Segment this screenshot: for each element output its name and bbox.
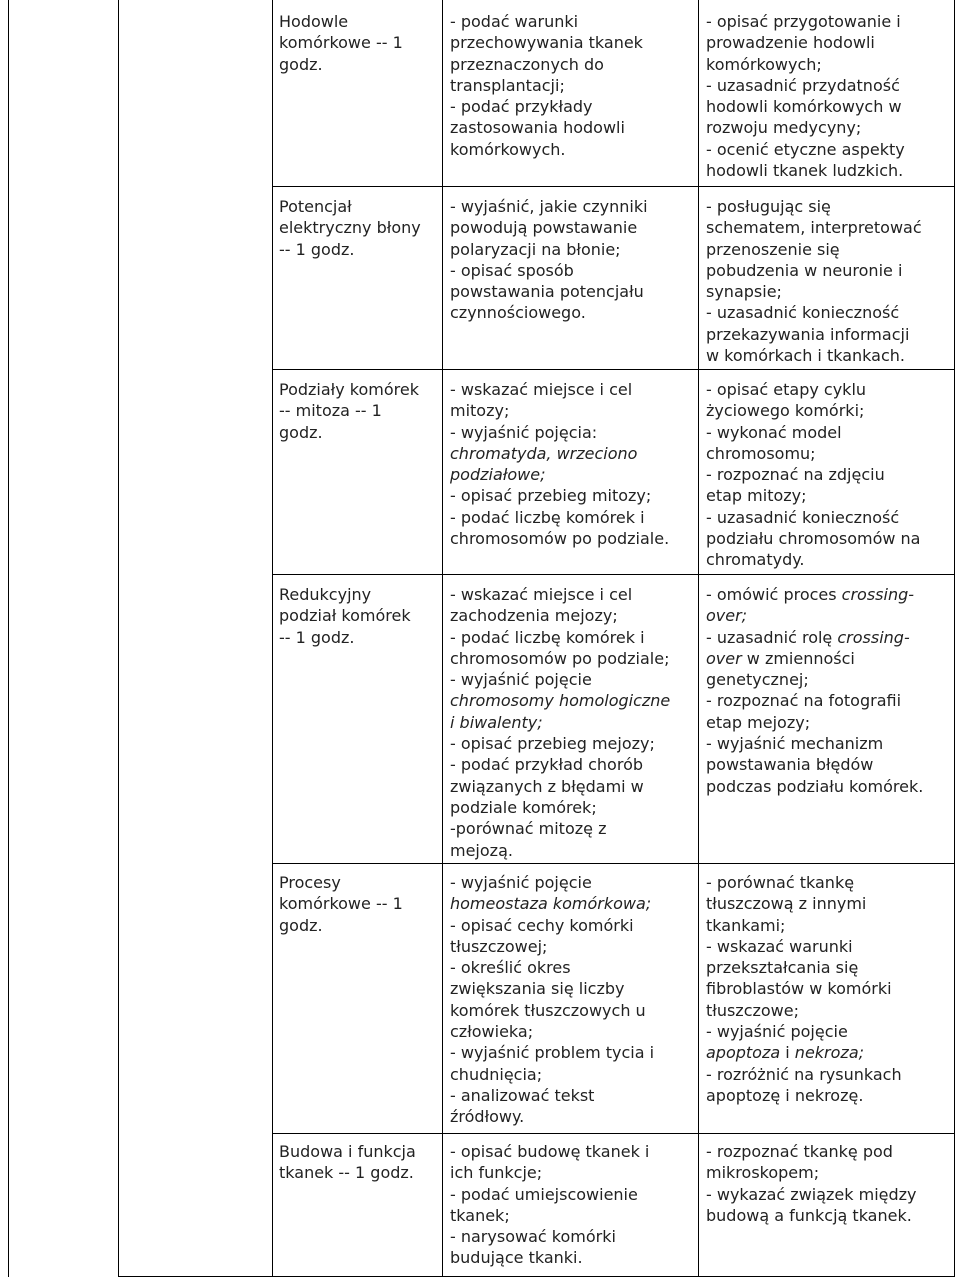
text-segment: tkankami; [706, 915, 786, 935]
text-segment: przekształcania się [706, 958, 859, 978]
text-segment: komórkowych; [706, 54, 822, 74]
text-segment: - rozpoznać na fotografii [706, 691, 902, 711]
requirement-line [706, 507, 951, 528]
text-segment: - wyjaśnić, jakie czynniki [450, 197, 648, 216]
requirement-line [450, 776, 695, 797]
topic-line: Potencjał [279, 197, 352, 216]
text-segment: - uzasadnić przydatność [706, 75, 900, 95]
requirement-line [450, 443, 695, 464]
term-italic: over [706, 648, 742, 668]
topic-line: Budowa i funkcja [279, 1142, 416, 1161]
text-segment: - wyjaśnić pojęcia: [450, 422, 598, 442]
requirement-line [706, 549, 951, 570]
requirement-line [706, 754, 951, 775]
requirement-line [706, 1205, 951, 1226]
text-segment: mejozą. [450, 840, 513, 860]
text-segment: - podać warunki [450, 12, 579, 31]
text-segment: - posługując się [706, 197, 831, 216]
requirement-line [706, 464, 951, 485]
requirement-line [706, 627, 951, 648]
text-segment: podziału chromosomów na [706, 529, 921, 549]
row-divider [272, 863, 954, 864]
requirement-line [450, 217, 695, 238]
requirement-line [450, 936, 695, 957]
requirement-line [450, 485, 695, 506]
requirement-line [450, 584, 695, 605]
extended-requirements-cell [706, 379, 951, 571]
extended-requirements-cell [706, 584, 951, 797]
requirement-line [450, 1042, 695, 1063]
requirement-line [706, 160, 951, 181]
text-segment: transplantacji; [450, 75, 565, 95]
text-segment: tłuszczowe; [706, 1000, 799, 1020]
text-segment: synapsie; [706, 282, 782, 302]
requirement-line [450, 422, 695, 443]
text-segment: - opisać budowę tkanek i [450, 1142, 650, 1161]
text-segment: pobudzenia w neuronie i [706, 260, 903, 280]
requirement-line [450, 648, 695, 669]
requirement-line [450, 605, 695, 626]
requirement-line [450, 818, 695, 839]
requirement-line [450, 1184, 695, 1205]
text-segment: - wskazać miejsce i cel [450, 380, 633, 399]
requirement-line [706, 324, 951, 345]
topic-cell [279, 1141, 439, 1184]
requirement-line [450, 893, 695, 914]
requirement-line [706, 893, 951, 914]
requirement-line [706, 669, 951, 690]
text-segment: chromatydy. [706, 550, 805, 570]
requirement-line [706, 528, 951, 549]
text-segment: fibroblastów w komórki [706, 979, 892, 999]
text-segment: budujące tkanki. [450, 1248, 583, 1268]
text-segment: - podać przykłady [450, 97, 593, 117]
requirement-line [706, 379, 951, 400]
text-segment: - uzasadnić rolę [706, 627, 838, 647]
topic-line: godz. [279, 54, 323, 74]
topic-line: komórkowe -- 1 [279, 33, 403, 53]
topic-cell [279, 584, 439, 648]
requirement-line [450, 139, 695, 160]
requirement-line [450, 754, 695, 775]
text-segment: zachodzenia mejozy; [450, 606, 618, 626]
text-segment: przechowywania tkanek [450, 33, 643, 53]
requirement-line [706, 584, 951, 605]
text-segment: - porównać tkankę [706, 873, 855, 892]
text-segment: - określić okres [450, 958, 571, 978]
text-segment: prowadzenie hodowli [706, 33, 875, 53]
basic-requirements-cell [450, 872, 695, 1128]
requirement-line [706, 11, 951, 32]
topic-cell [279, 196, 439, 260]
requirement-line [706, 690, 951, 711]
text-segment: hodowli komórkowych w [706, 97, 902, 117]
requirement-line [706, 54, 951, 75]
text-segment: w komórkach i tkankach. [706, 346, 905, 366]
requirement-line [450, 690, 695, 711]
requirement-line [450, 1162, 695, 1183]
topic-cell [279, 379, 439, 443]
requirement-line [450, 302, 695, 323]
requirement-line [450, 400, 695, 421]
requirement-line [450, 117, 695, 138]
text-segment: budową a funkcją tkanek. [706, 1205, 912, 1225]
text-segment: życiowego komórki; [706, 401, 865, 421]
row-divider [272, 186, 954, 187]
requirement-line [450, 627, 695, 648]
topic-line: podział komórek [279, 606, 411, 626]
requirement-line [450, 54, 695, 75]
text-segment: - wyjaśnić problem tycia i [450, 1043, 655, 1063]
text-segment: mitozy; [450, 401, 510, 421]
text-segment: powodują powstawanie [450, 218, 638, 238]
requirement-line [706, 648, 951, 669]
table-border-right [954, 0, 955, 1277]
basic-requirements-cell [450, 1141, 695, 1269]
text-segment: schematem, interpretować [706, 218, 922, 238]
requirement-line [450, 872, 695, 893]
text-segment: - wykazać związek między [706, 1184, 917, 1204]
topic-cell [279, 872, 439, 936]
term-italic: i biwalenty; [450, 712, 543, 732]
text-segment: związanych z błędami w [450, 776, 644, 796]
text-segment: zwiększania się liczby [450, 979, 625, 999]
topic-line: elektryczny błony [279, 218, 421, 238]
requirement-line [706, 1000, 951, 1021]
text-segment: człowieka; [450, 1022, 534, 1042]
text-segment: chudnięcia; [450, 1064, 543, 1084]
requirement-line [706, 217, 951, 238]
text-segment: - wyjaśnić pojęcie [450, 873, 592, 892]
requirement-line [706, 302, 951, 323]
extended-requirements-cell [706, 196, 951, 366]
text-segment: i [780, 1043, 795, 1063]
basic-requirements-cell [450, 11, 695, 160]
requirement-line [450, 528, 695, 549]
text-segment: tkanek; [450, 1205, 510, 1225]
text-segment: - opisać cechy komórki [450, 915, 634, 935]
text-segment: w zmienności [741, 648, 855, 668]
topic-line: Redukcyjny [279, 585, 372, 604]
text-segment: - wskazać miejsce i cel [450, 585, 633, 604]
text-segment: - opisać przebieg mejozy; [450, 734, 655, 754]
text-segment: - rozpoznać na zdjęciu [706, 465, 885, 485]
text-segment: - rozróżnić na rysunkach [706, 1064, 902, 1084]
basic-requirements-cell [450, 196, 695, 324]
requirement-line [706, 712, 951, 733]
table-border-left [8, 0, 9, 1277]
text-segment: podziale komórek; [450, 797, 597, 817]
requirement-line [450, 733, 695, 754]
requirement-line [706, 978, 951, 999]
requirement-line [450, 1226, 695, 1247]
requirement-line [706, 776, 951, 797]
table-column-divider [698, 0, 699, 1277]
text-segment: przeznaczonych do [450, 54, 604, 74]
text-segment: etap mejozy; [706, 712, 811, 732]
extended-requirements-cell [706, 1141, 951, 1226]
text-segment: chromosomów po podziale; [450, 648, 670, 668]
requirement-line [450, 1064, 695, 1085]
text-segment: powstawania błędów [706, 755, 874, 775]
topic-line: tkanek -- 1 godz. [279, 1163, 414, 1183]
requirement-line [450, 32, 695, 53]
text-segment: - podać liczbę komórek i [450, 507, 645, 527]
requirement-line [450, 797, 695, 818]
topic-cell [279, 11, 439, 75]
text-segment: - opisać przebieg mitozy; [450, 486, 652, 506]
requirement-line [450, 239, 695, 260]
requirement-line [450, 915, 695, 936]
requirement-line [450, 712, 695, 733]
requirement-line [706, 1042, 951, 1063]
term-italic: chromatyda, wrzeciono [450, 443, 638, 463]
text-segment: - opisać sposób [450, 260, 574, 280]
requirement-line [706, 260, 951, 281]
requirement-line [450, 260, 695, 281]
text-segment: hodowli tkanek ludzkich. [706, 161, 904, 181]
text-segment: chromosomu; [706, 443, 816, 463]
basic-requirements-cell [450, 379, 695, 549]
term-italic: chromosomy homologiczne [450, 691, 671, 711]
requirement-line [706, 605, 951, 626]
text-segment: - wykonać model [706, 422, 842, 442]
requirement-line [706, 1184, 951, 1205]
requirement-line [706, 196, 951, 217]
text-segment: przekazywania informacji [706, 324, 910, 344]
text-segment: komórkowych. [450, 139, 566, 159]
text-segment: podczas podziału komórek. [706, 776, 924, 796]
requirement-line [706, 485, 951, 506]
requirement-line [706, 1064, 951, 1085]
topic-line: godz. [279, 915, 323, 935]
term-italic: apoptoza [706, 1043, 781, 1063]
text-segment: - analizować tekst [450, 1085, 595, 1105]
text-segment: zastosowania hodowli [450, 118, 625, 138]
topic-line: Podziały komórek [279, 380, 419, 399]
requirement-line [450, 978, 695, 999]
text-segment: - rozpoznać tkankę pod [706, 1142, 893, 1161]
text-segment: - podać przykład chorób [450, 755, 644, 775]
text-segment: polaryzacji na błonie; [450, 239, 621, 259]
text-segment: źródłowy. [450, 1107, 525, 1127]
topic-line: -- 1 godz. [279, 627, 355, 647]
requirement-line [450, 1141, 695, 1162]
requirement-line [450, 957, 695, 978]
requirement-line [450, 507, 695, 528]
requirement-line [706, 75, 951, 96]
table-column-divider [442, 0, 443, 1277]
requirement-line [450, 1247, 695, 1268]
text-segment: mikroskopem; [706, 1163, 820, 1183]
text-segment: komórek tłuszczowych u [450, 1000, 646, 1020]
requirement-line [450, 96, 695, 117]
basic-requirements-cell [450, 584, 695, 861]
extended-requirements-cell [706, 11, 951, 181]
requirement-line [706, 915, 951, 936]
topic-line: godz. [279, 422, 323, 442]
text-segment: etap mitozy; [706, 486, 807, 506]
extended-requirements-cell [706, 872, 951, 1106]
requirement-line [706, 281, 951, 302]
requirement-line [450, 1205, 695, 1226]
term-italic: nekroza; [794, 1043, 865, 1063]
text-segment: -porównać mitozę z [450, 819, 607, 839]
requirement-line [706, 117, 951, 138]
topic-line: -- 1 godz. [279, 239, 355, 259]
requirement-line [706, 32, 951, 53]
requirement-line [706, 733, 951, 754]
requirement-line [706, 1085, 951, 1106]
requirement-line [450, 1021, 695, 1042]
text-segment: tłuszczową z innymi [706, 894, 867, 914]
text-segment: - omówić proces [706, 585, 842, 604]
requirement-line [706, 139, 951, 160]
requirement-line [450, 840, 695, 861]
text-segment: - uzasadnić konieczność [706, 303, 900, 323]
term-italic: crossing- [841, 585, 915, 604]
text-segment: - uzasadnić konieczność [706, 507, 900, 527]
row-divider [272, 1133, 954, 1134]
text-segment: - podać liczbę komórek i [450, 627, 645, 647]
text-segment: powstawania potencjału [450, 282, 644, 302]
term-italic: homeostaza komórkowa; [450, 894, 652, 914]
requirement-line [450, 379, 695, 400]
requirement-line [706, 1021, 951, 1042]
text-segment: apoptozę i nekrozę. [706, 1085, 864, 1105]
text-segment: - wskazać warunki [706, 936, 853, 956]
table-column-divider [118, 0, 119, 1277]
requirement-line [450, 464, 695, 485]
topic-line: Procesy [279, 873, 341, 892]
text-segment: czynnościowego. [450, 303, 586, 323]
text-segment: rozwoju medycyny; [706, 118, 862, 138]
requirement-line [706, 345, 951, 366]
text-segment: - wyjaśnić pojęcie [706, 1022, 848, 1042]
requirement-line [706, 1162, 951, 1183]
row-divider [272, 369, 954, 370]
requirement-line [706, 96, 951, 117]
text-segment: genetycznej; [706, 670, 809, 690]
text-segment: przenoszenie się [706, 239, 840, 259]
term-italic: over; [706, 606, 748, 626]
requirement-line [706, 443, 951, 464]
topic-line: Hodowle [279, 12, 349, 31]
requirement-line [706, 872, 951, 893]
text-segment: - wyjaśnić pojęcie [450, 670, 592, 690]
requirement-line [450, 11, 695, 32]
text-segment: ich funkcje; [450, 1163, 543, 1183]
term-italic: podziałowe; [450, 465, 546, 485]
requirement-line [706, 239, 951, 260]
requirement-line [450, 1106, 695, 1127]
requirement-line [450, 1000, 695, 1021]
term-italic: crossing- [837, 627, 910, 647]
text-segment: - podać umiejscowienie [450, 1184, 638, 1204]
topic-line: -- mitoza -- 1 [279, 401, 382, 421]
requirement-line [706, 957, 951, 978]
requirement-line [706, 422, 951, 443]
row-divider [272, 574, 954, 575]
text-segment: chromosomów po podziale. [450, 529, 670, 549]
table-column-divider [272, 0, 273, 1277]
text-segment: - narysować komórki [450, 1227, 616, 1247]
text-segment: - opisać etapy cyklu [706, 380, 867, 399]
text-segment: tłuszczowej; [450, 936, 548, 956]
requirement-line [450, 75, 695, 96]
text-segment: - wyjaśnić mechanizm [706, 734, 884, 754]
requirement-line [706, 936, 951, 957]
topic-line: komórkowe -- 1 [279, 894, 403, 914]
requirement-line [450, 281, 695, 302]
requirement-line [706, 400, 951, 421]
requirement-line [450, 196, 695, 217]
text-segment: - ocenić etyczne aspekty [706, 139, 905, 159]
text-segment: - opisać przygotowanie i [706, 12, 901, 31]
requirement-line [706, 1141, 951, 1162]
requirement-line [450, 669, 695, 690]
requirement-line [450, 1085, 695, 1106]
